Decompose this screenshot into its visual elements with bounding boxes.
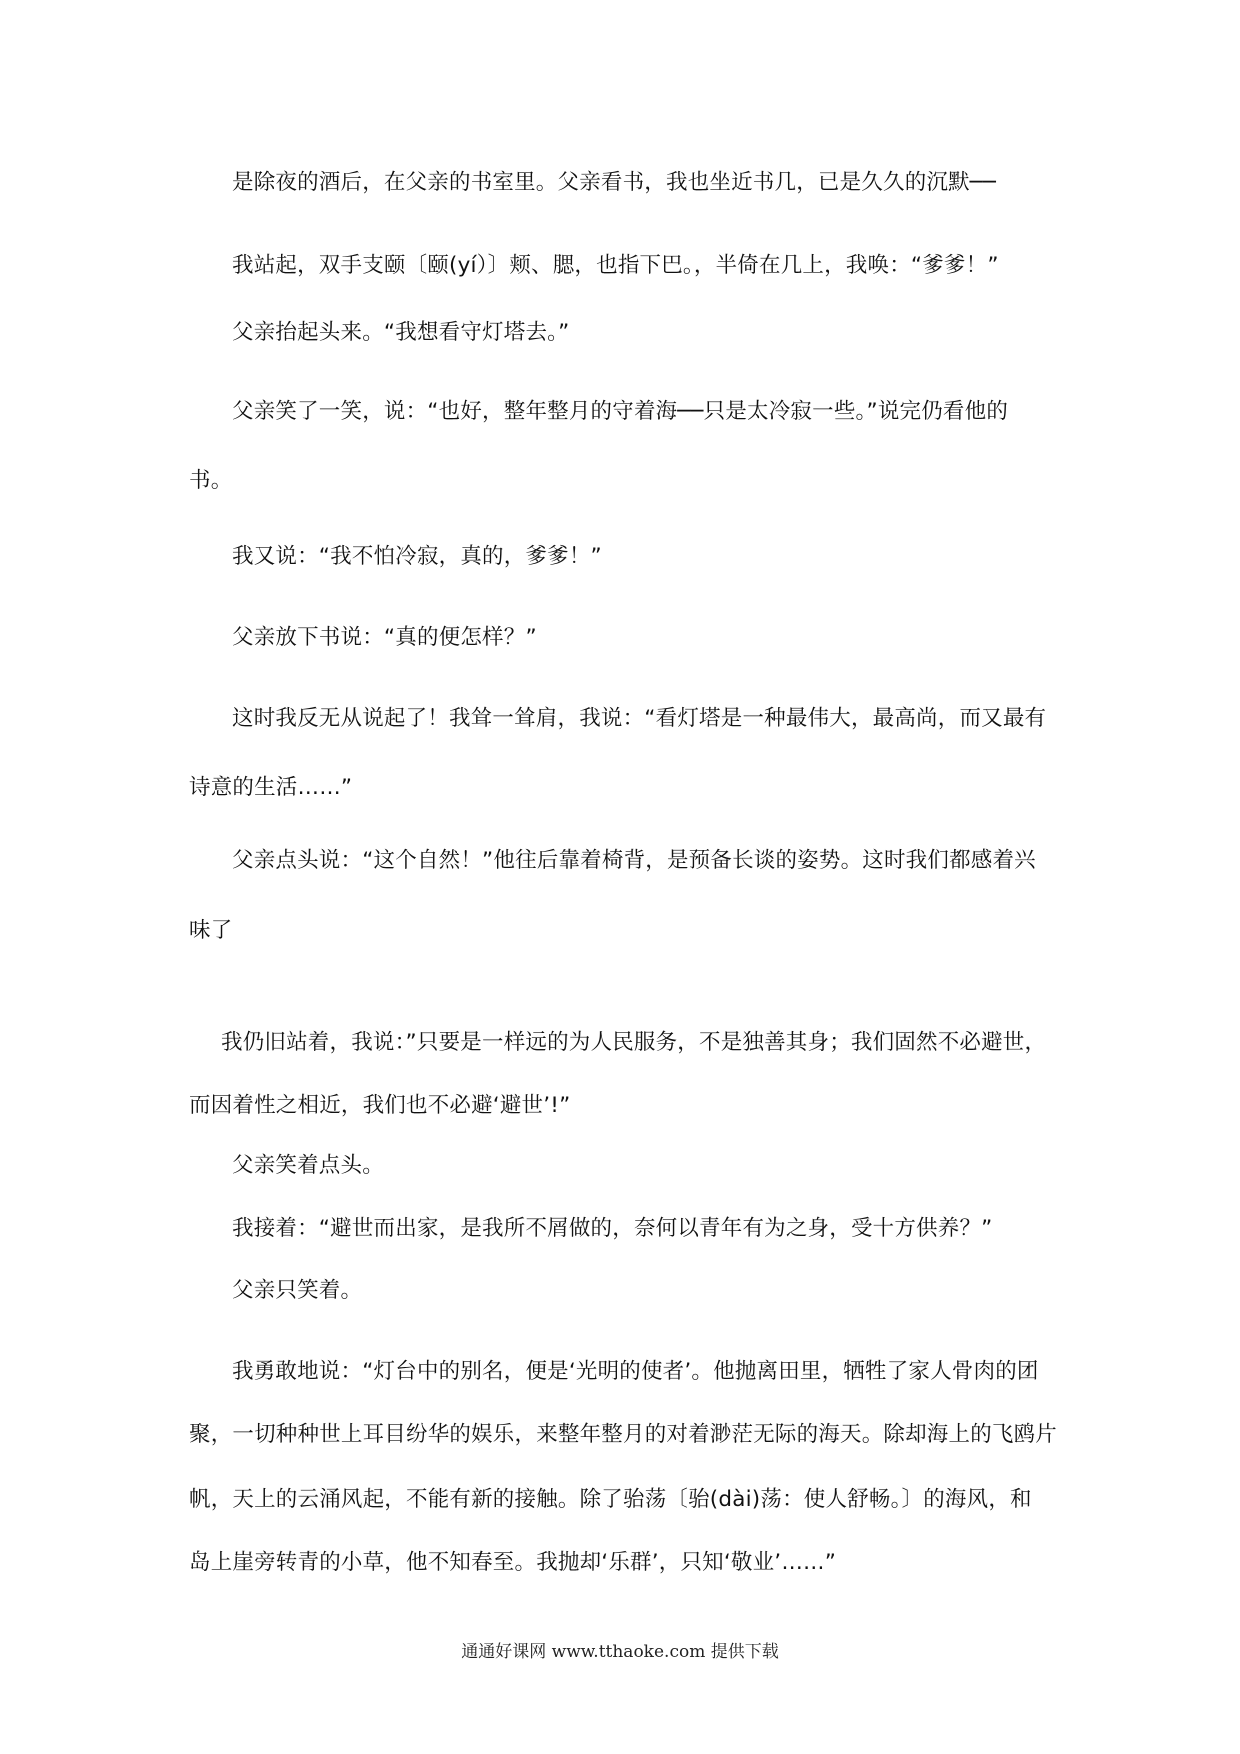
paragraph-line: 我仍旧站着，我说：”只要是一样远的为人民服务，不是独善其身；我们固然不必避世，	[221, 1030, 1047, 1055]
paragraph-line: 帆，天上的云涌风起，不能有新的接触。除了骀荡〔骀(dài)荡：使人舒畅。〕的海风，和	[189, 1487, 1032, 1512]
paragraph-line: 父亲放下书说：“真的便怎样？”	[232, 625, 537, 650]
paragraph-line: 书。	[189, 468, 233, 493]
paragraph-line: 父亲点头说：“这个自然！”他往后靠着椅背，是预备长谈的姿势。这时我们都感着兴	[232, 848, 1036, 873]
paragraph-line: 我勇敢地说：“灯台中的别名，便是‘光明的使者’。他抛离田里，牺牲了家人骨肉的团	[232, 1359, 1039, 1384]
paragraph-line: 父亲笑着点头。	[232, 1153, 384, 1178]
paragraph-line: 岛上崖旁转青的小草，他不知春至。我抛却‘乐群’，只知‘敬业’……”	[189, 1550, 837, 1575]
paragraph-line: 父亲抬起头来。“我想看守灯塔去。”	[232, 320, 570, 345]
paragraph-line: 这时我反无从说起了！我耸一耸肩，我说：“看灯塔是一种最伟大，最高尚，而又最有	[232, 706, 1047, 731]
paragraph-line: 聚，一切种种世上耳目纷华的娱乐，来整年整月的对着渺茫无际的海天。除却海上的飞鸥片	[189, 1422, 1058, 1447]
page-footer: 通通好课网 www.tthaoke.com 提供下载	[461, 1642, 779, 1662]
paragraph-line: 而因着性之相近，我们也不必避‘避世’!”	[189, 1093, 571, 1118]
paragraph-line: 父亲笑了一笑，说：“也好，整年整月的守着海──只是太冷寂一些。”说完仍看他的	[232, 399, 1009, 424]
paragraph-line: 我站起，双手支颐〔颐(yí）〕颊、腮，也指下巴。，半倚在几上，我唤：“爹爹！”	[232, 253, 999, 278]
paragraph-line: 我又说：“我不怕冷寂，真的，爹爹！”	[232, 544, 602, 569]
paragraph-line: 味了	[189, 918, 233, 943]
paragraph-line: 我接着：“避世而出家，是我所不屑做的，奈何以青年有为之身，受十方供养？”	[232, 1216, 993, 1241]
paragraph-line: 是除夜的酒后，在父亲的书室里。父亲看书，我也坐近书几，已是久久的沉默──	[232, 170, 997, 195]
paragraph-line: 诗意的生活……”	[189, 775, 353, 800]
paragraph-line: 父亲只笑着。	[232, 1278, 363, 1303]
